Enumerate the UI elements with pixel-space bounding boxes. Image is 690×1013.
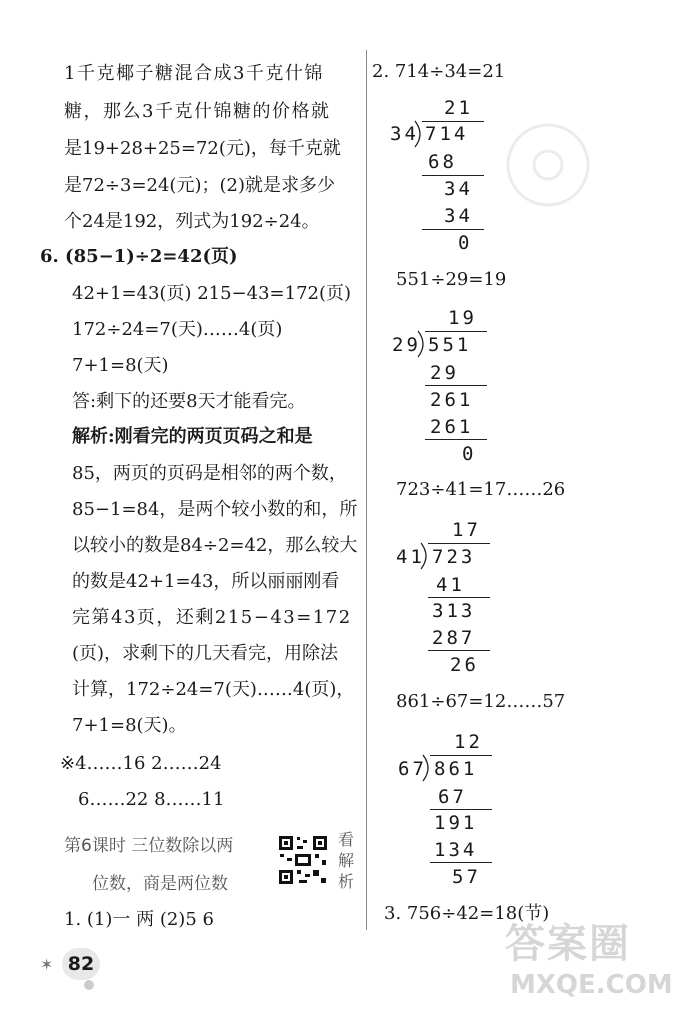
left-line-4: 是72÷3=24(元)；(2)就是求多少	[64, 175, 335, 196]
analysis-line-3: 85−1=84，是两个较小数的和，所	[72, 499, 358, 520]
step-3: 261	[430, 416, 474, 438]
analysis-line-7: (页)，求剩下的几天看完，用除法	[72, 643, 339, 664]
question-2-label: 2. 714÷34=21	[372, 61, 506, 82]
question-1-answer: 1. (1)一 两 (2)5 6	[64, 909, 214, 930]
dot-decoration	[84, 980, 94, 990]
dividend: 861	[434, 758, 478, 780]
lesson-title-line-2: 位数，商是两位数	[92, 874, 228, 894]
remainder: 26	[450, 654, 479, 676]
quotient: 12	[454, 731, 483, 753]
remainder: 0	[462, 443, 477, 465]
question-3-answer: 3. 756÷42=18(节)	[384, 903, 550, 924]
left-line-3: 是19+28+25=72(元)，每千克就	[64, 138, 341, 159]
left-line-7: 42+1=43(页) 215−43=172(页)	[72, 283, 352, 304]
left-line-2: 糖，那么3千克什锦糖的价格就	[64, 101, 331, 122]
step-1: 29	[430, 362, 459, 384]
faint-stamp-icon	[493, 110, 613, 230]
step-2: 313	[432, 600, 476, 622]
divisor: 41	[396, 546, 425, 568]
quotient: 21	[444, 97, 473, 119]
analysis-line-9: 7+1=8(天)。	[72, 715, 187, 736]
quotient: 19	[448, 307, 477, 329]
step-1: 67	[438, 786, 467, 808]
analysis-line-4: 以较小的数是84÷2=42，那么较大	[72, 535, 358, 556]
qr-side-label-2: 解	[338, 851, 355, 870]
star-decoration-icon: ✶	[40, 955, 54, 974]
left-line-8: 172÷24=7(天)……4(页)	[72, 319, 283, 340]
step-2: 261	[430, 389, 474, 411]
question-6: 6. (85−1)÷2=42(页)	[40, 246, 238, 267]
analysis-line-1: 解析:刚看完的两页页码之和是	[72, 426, 313, 447]
equation-4: 861÷67=12……57	[396, 691, 566, 712]
page-number: 82	[62, 948, 100, 980]
step-2: 191	[434, 812, 478, 834]
left-line-9: 7+1=8(天)	[72, 355, 169, 376]
qr-side-label-1: 看	[338, 830, 355, 849]
dividend: 714	[425, 123, 469, 145]
remainder: 57	[452, 866, 481, 888]
analysis-line-8: 计算，172÷24=7(天)……4(页)，	[72, 679, 355, 700]
quotient: 17	[452, 519, 481, 541]
step-2: 34	[444, 178, 473, 200]
left-line-1: 1千克椰子糖混合成3千克什锦	[64, 63, 324, 84]
divisor: 29	[392, 334, 421, 356]
column-divider	[366, 50, 367, 930]
qr-code-icon[interactable]	[277, 834, 329, 886]
analysis-line-6: 完第43页，还剩215−43=172	[72, 607, 352, 628]
analysis-line-5: 的数是42+1=43，所以丽丽刚看	[72, 571, 340, 592]
dividend: 723	[432, 546, 476, 568]
step-3: 134	[434, 839, 478, 861]
step-1: 68	[428, 151, 457, 173]
extra-answers-1: ※4……16 2……24	[60, 753, 222, 774]
lesson-title-line-1: 第6课时 三位数除以两	[64, 836, 234, 856]
watermark-logo: 答案圈	[505, 921, 631, 967]
divisor: 34	[390, 123, 419, 145]
qr-side-label-3: 析	[338, 872, 355, 891]
extra-answers-2: 6……22 8……11	[78, 789, 225, 810]
dividend: 551	[428, 334, 472, 356]
answer-line: 答:剩下的还要8天才能看完。	[72, 391, 306, 412]
remainder: 0	[458, 232, 473, 254]
step-1: 41	[436, 574, 465, 596]
step-3: 34	[444, 205, 473, 227]
divisor: 67	[398, 758, 427, 780]
watermark-url: MXQE.COM	[510, 970, 673, 1000]
analysis-line-2: 85，两页的页码是相邻的两个数，	[72, 463, 347, 484]
equation-3: 723÷41=17……26	[396, 479, 566, 500]
left-line-5: 个24是192，列式为192÷24。	[64, 211, 320, 232]
step-3: 287	[432, 627, 476, 649]
equation-2: 551÷29=19	[396, 269, 507, 290]
